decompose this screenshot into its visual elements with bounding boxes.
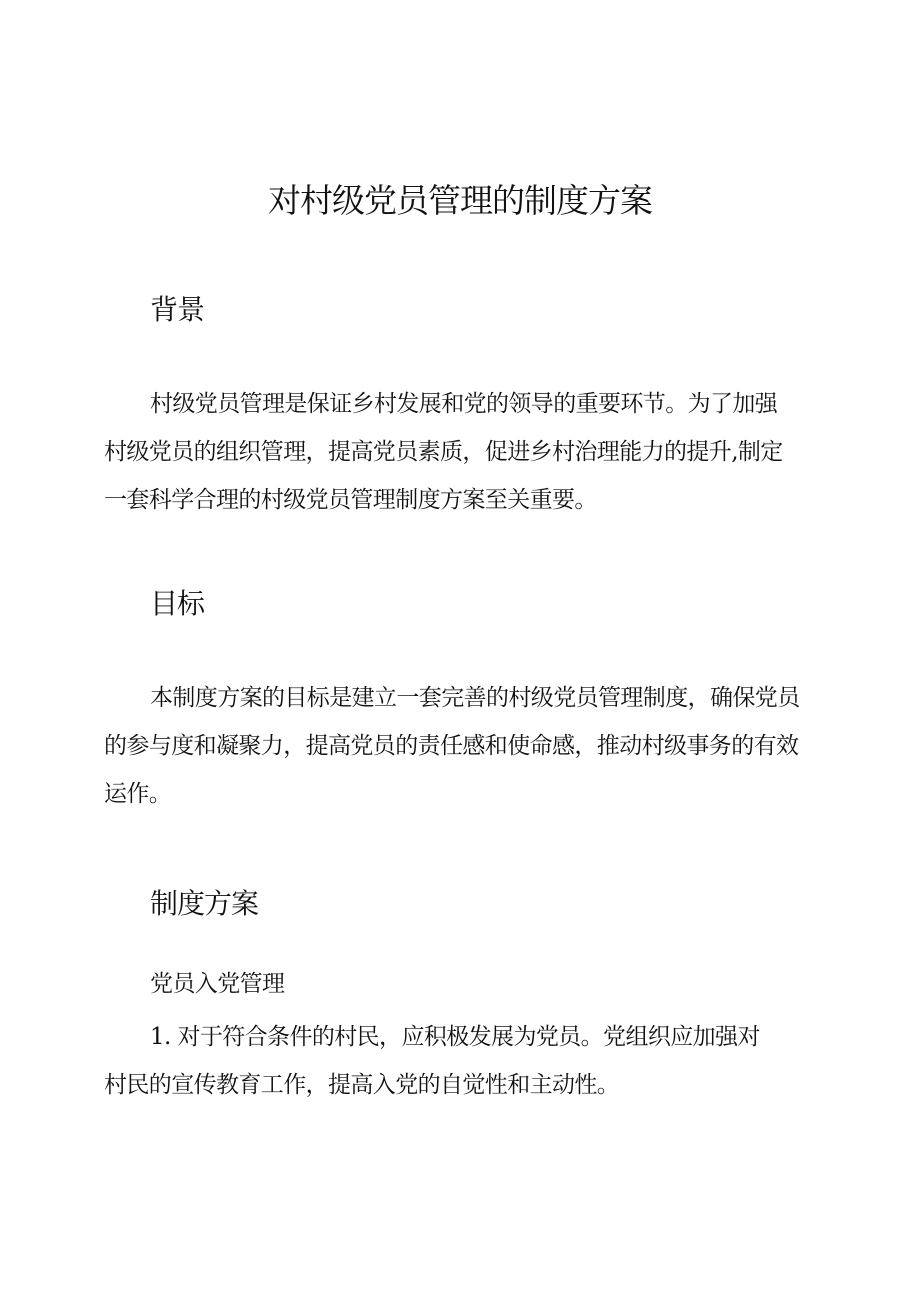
section-heading-background: 背景	[150, 293, 205, 326]
paragraph-line: 的参与度和凝聚力，提高党员的责任感和使命感，推动村级事务的有效	[104, 733, 799, 759]
subsection-heading-membership: 党员入党管理	[150, 971, 285, 997]
paragraph-line: 村民的宣传教育工作，提高入党的自觉性和主动性。	[104, 1072, 620, 1098]
membership-item-paragraph	[104, 1013, 824, 1109]
section-heading-goal: 目标	[150, 587, 205, 620]
paragraph-line: 本制度方案的目标是建立一套完善的村级党员管理制度，确保党员	[150, 685, 800, 711]
paragraph-line: 1. 对于符合条件的村民，应积极发展为党员。党组织应加强对	[150, 1024, 760, 1050]
section-heading-scheme: 制度方案	[150, 887, 259, 920]
goal-paragraph	[104, 674, 824, 818]
paragraph-line: 村级党员的组织管理，提高党员素质，促进乡村治理能力的提升,制定	[104, 439, 783, 465]
background-paragraph	[104, 380, 824, 524]
paragraph-line: 村级党员管理是保证乡村发展和党的领导的重要环节。为了加强	[150, 391, 778, 417]
paragraph-line: 一套科学合理的村级党员管理制度方案至关重要。	[104, 487, 597, 513]
paragraph-line: 运作。	[104, 781, 172, 807]
document-title: 对村级党员管理的制度方案	[268, 181, 652, 220]
